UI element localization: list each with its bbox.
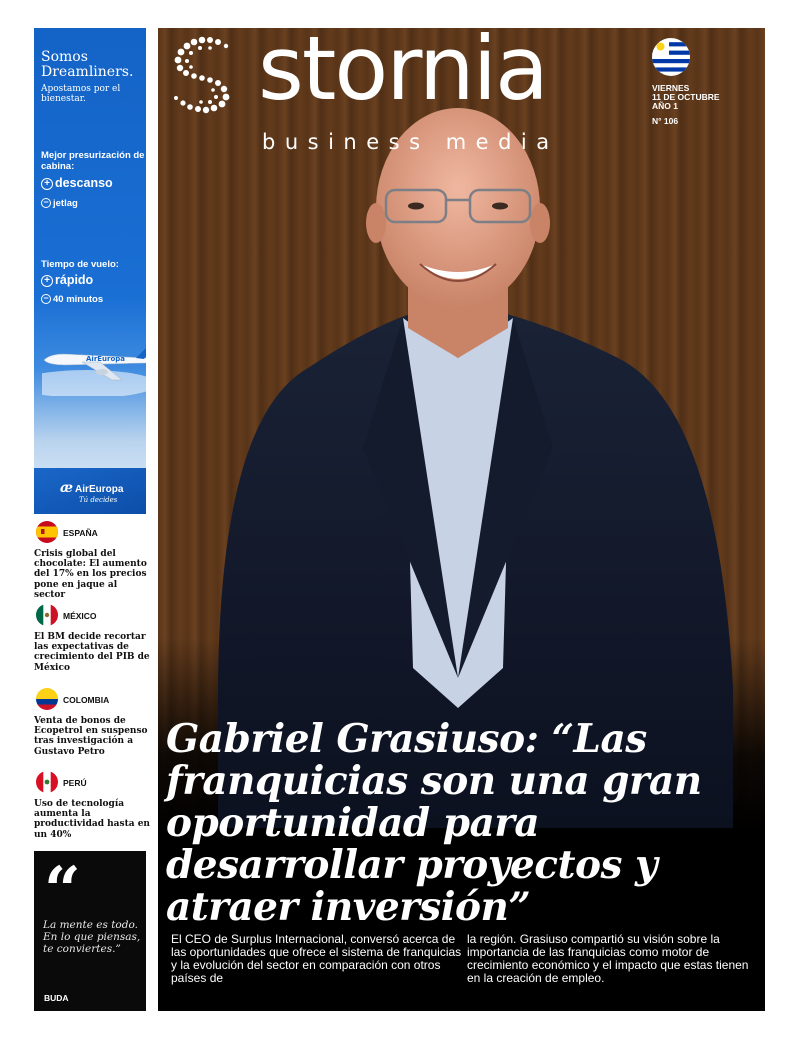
ad-footer <box>34 468 146 514</box>
airplane-image <box>42 346 146 396</box>
quote-author: BUDA <box>44 993 69 1003</box>
news-country: COLOMBIA <box>63 695 110 705</box>
ad-block1-title: Mejor presurización de cabina: <box>41 150 145 172</box>
ad-tagline: Tú decides <box>79 496 118 504</box>
news-item-mexico[interactable] <box>34 604 150 673</box>
plus-icon: + <box>41 275 53 287</box>
air-europa-ad[interactable] <box>34 28 146 514</box>
news-country: MÉXICO <box>63 611 97 621</box>
spain-flag-icon <box>36 521 58 543</box>
air-europa-logo: æ AirEuropa <box>60 480 124 496</box>
news-item-peru[interactable] <box>34 771 150 840</box>
ad-block1-plus: + descanso <box>41 176 113 190</box>
edition-issue: N° 106 <box>652 116 679 126</box>
news-item-espana[interactable] <box>34 521 150 600</box>
minus-icon: − <box>41 294 51 304</box>
ae-logo-icon: æ <box>60 480 74 496</box>
news-country: ESPAÑA <box>63 528 98 538</box>
quote-box <box>34 851 146 1011</box>
mexico-flag-icon <box>36 604 58 626</box>
masthead-title[interactable]: stornia <box>258 28 547 120</box>
stornia-logo-icon <box>166 34 246 114</box>
news-headline: El BM decide recortar las expectativas de crecimiento del PIB de México <box>34 632 150 673</box>
news-headline: Uso de tecnología aumenta la productividad hasta en un 40% <box>34 799 150 840</box>
plane-livery-text: AirEuropa <box>86 355 126 363</box>
ad-headline: Somos Dreamliners. <box>41 49 134 80</box>
plus-icon: + <box>41 178 53 190</box>
news-headline: Crisis global del chocolate: El aumento del 17% en los precios pone en jaque al sector <box>34 549 147 600</box>
edition-info <box>652 84 720 126</box>
cover-story[interactable] <box>158 28 765 1011</box>
ad-subline: Apostamos por el bienestar. <box>41 84 121 104</box>
peru-flag-icon <box>36 771 58 793</box>
minus-icon: − <box>41 198 51 208</box>
news-headline: Venta de bonos de Ecopetrol en suspenso tras investigación a Gustavo Petro <box>34 716 148 757</box>
quote-text: La mente es todo. En lo que piensas, te conviertes.” <box>43 919 141 955</box>
cover-lede-col2: la región. Grasiuso compartió su visión sobre la importancia de las franquicias como motor de crecimiento económico y el impacto que estas tienen en la creación de empleo. <box>467 932 749 985</box>
cover-headline[interactable]: Gabriel Grasiuso: “Las franquicias son una gran oportunidad para desarrollar proyectos y atraer inversión” <box>166 716 702 930</box>
news-country: PERÚ <box>63 778 87 788</box>
uruguay-flag-icon <box>652 38 690 76</box>
ad-block2-title: Tiempo de vuelo: <box>41 259 119 270</box>
ad-block1-minus: − jetlag <box>41 198 78 209</box>
news-item-colombia[interactable] <box>34 688 150 757</box>
colombia-flag-icon <box>36 688 58 710</box>
masthead-subtitle: business media <box>262 130 559 154</box>
ad-block2-plus: + rápido <box>41 273 93 287</box>
edition-day: VIERNES <box>652 83 690 93</box>
ad-block2-minus: − 40 minutos <box>41 294 103 305</box>
quote-mark-icon: “ <box>44 853 81 928</box>
cover-lede-col1: El CEO de Surplus Internacional, conversó acerca de las oportunidades que ofrece el sistema de franquicias y la evolución del sector en comparación con otros países de <box>171 932 462 985</box>
edition-year: AÑO 1 <box>652 101 678 111</box>
edition-date: 11 DE OCTUBRE <box>652 92 720 102</box>
